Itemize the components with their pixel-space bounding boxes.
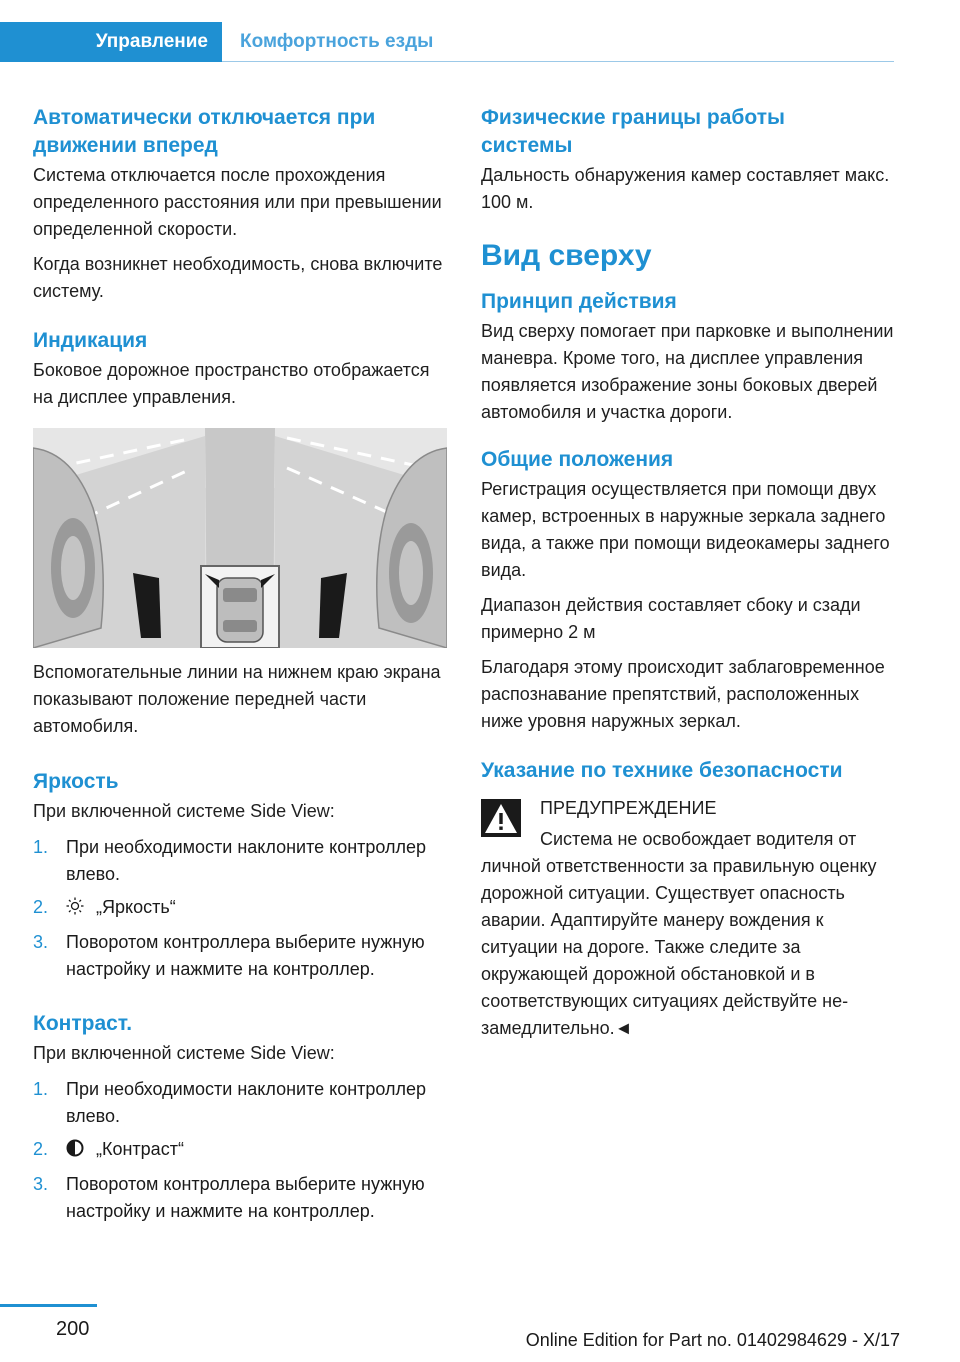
- paragraph-general-1: Регистрация осуществляется при помощи двух камер, встроенных в наружные зеркала заднего вида, а также при помощи видеокамеры заднего вида.: [481, 479, 890, 580]
- list-item: [33, 834, 453, 888]
- warning-triangle-icon: [481, 799, 521, 835]
- paragraph-limits: Дальность обнаружения камер составляет макс. 100 м.: [481, 165, 890, 212]
- contrast-steps: [33, 1076, 453, 1225]
- footer-divider: [0, 1304, 97, 1307]
- heading-general: Общие положения: [481, 448, 674, 471]
- step-number: 1.: [33, 837, 49, 857]
- warning-block: [481, 795, 901, 1042]
- list-item: [33, 894, 453, 923]
- paragraph-contrast-intro: При включенной системе Side View:: [33, 1043, 335, 1063]
- contrast-icon: [66, 1138, 84, 1165]
- list-item: [33, 929, 453, 983]
- list-item: [33, 1171, 453, 1225]
- step-number: 2.: [33, 1139, 49, 1159]
- section-tab-comfort[interactable]: Комфортность езды: [240, 31, 434, 52]
- edition-label: Online Edition for Part no. 01402984629 - X/17: [525, 1330, 900, 1350]
- step-text: Поворотом контроллера выберите нужную настройку и нажмите на контроллер.: [66, 1174, 425, 1221]
- step-number: 3.: [33, 932, 49, 952]
- step-number: 3.: [33, 1174, 49, 1194]
- paragraph-auto-off-2: Когда возникнет необходимость, снова включите систему.: [33, 254, 443, 301]
- paragraph-general-2: Диапазон действия составляет сбоку и сзади примерно 2 м: [481, 595, 861, 642]
- heading-top-view: Вид сверху: [481, 239, 652, 272]
- page-number: 200: [56, 1318, 90, 1340]
- paragraph-brightness-intro: При включенной системе Side View:: [33, 801, 335, 821]
- section-tab-active[interactable]: Управление: [0, 22, 222, 62]
- step-number: 1.: [33, 1079, 49, 1099]
- step-text: „Контраст“: [96, 1139, 184, 1159]
- paragraph-auto-off-1: Система отключается после прохождения определенного расстояния или при превышении определенной скорости.: [33, 165, 442, 239]
- list-item: [33, 1076, 453, 1130]
- heading-principle: Принцип действия: [481, 290, 677, 313]
- paragraph-figure-caption: Вспомогательные линии на нижнем краю экрана показывают положение передней части автомобиля.: [33, 662, 441, 736]
- heading-auto-off: Автоматически отключается при движении вперед: [33, 106, 376, 157]
- side-view-illustration: [33, 428, 447, 648]
- paragraph-principle: Вид сверху помогает при парковке и выполнении маневра. Кроме того, на дисплее управления появляется изображение зоны боковых дверей автомобиля и участка дороги.: [481, 321, 894, 422]
- left-column: [33, 104, 453, 1225]
- step-text: При необходимости наклоните контроллер влево.: [66, 837, 427, 884]
- paragraph-general-3: Благодаря этому происходит заблаговременное распознавание препятствий, расположенных ниже уровня наружных зеркал.: [481, 657, 885, 731]
- warning-text: Система не освобождает водителя от личной ответственности за правильную оценку дорожной ситуации. Существует опасность аварии. Адаптируйте манеру вождения к ситуации на дороге. Также следите за окружающей дорожной обстановкой и в соответствующих ситуациях действуйте незамедлительно.◄: [481, 829, 877, 1038]
- step-number: 2.: [33, 897, 49, 917]
- heading-contrast: Контраст.: [33, 1012, 133, 1035]
- heading-display: Индикация: [33, 329, 148, 352]
- heading-limits: Физические границы работы системы: [481, 106, 785, 157]
- brightness-steps: [33, 834, 453, 983]
- header-divider: [222, 61, 894, 62]
- heading-brightness: Яркость: [33, 770, 119, 793]
- list-item: [33, 1136, 453, 1165]
- paragraph-display: Боковое дорожное пространство отображается на дисплее управления.: [33, 360, 430, 407]
- right-column: [481, 104, 901, 1042]
- page-header: [0, 0, 960, 64]
- step-text: При необходимости наклоните контроллер влево.: [66, 1079, 427, 1126]
- sun-icon: [66, 896, 84, 923]
- side-view-graphic: [33, 428, 447, 648]
- step-text: „Яркость“: [96, 897, 176, 917]
- step-text: Поворотом контроллера выберите нужную настройку и нажмите на контроллер.: [66, 932, 425, 979]
- warning-title: ПРЕДУПРЕЖДЕНИЕ: [540, 798, 717, 818]
- heading-safety: Указание по технике безопасности: [481, 759, 843, 782]
